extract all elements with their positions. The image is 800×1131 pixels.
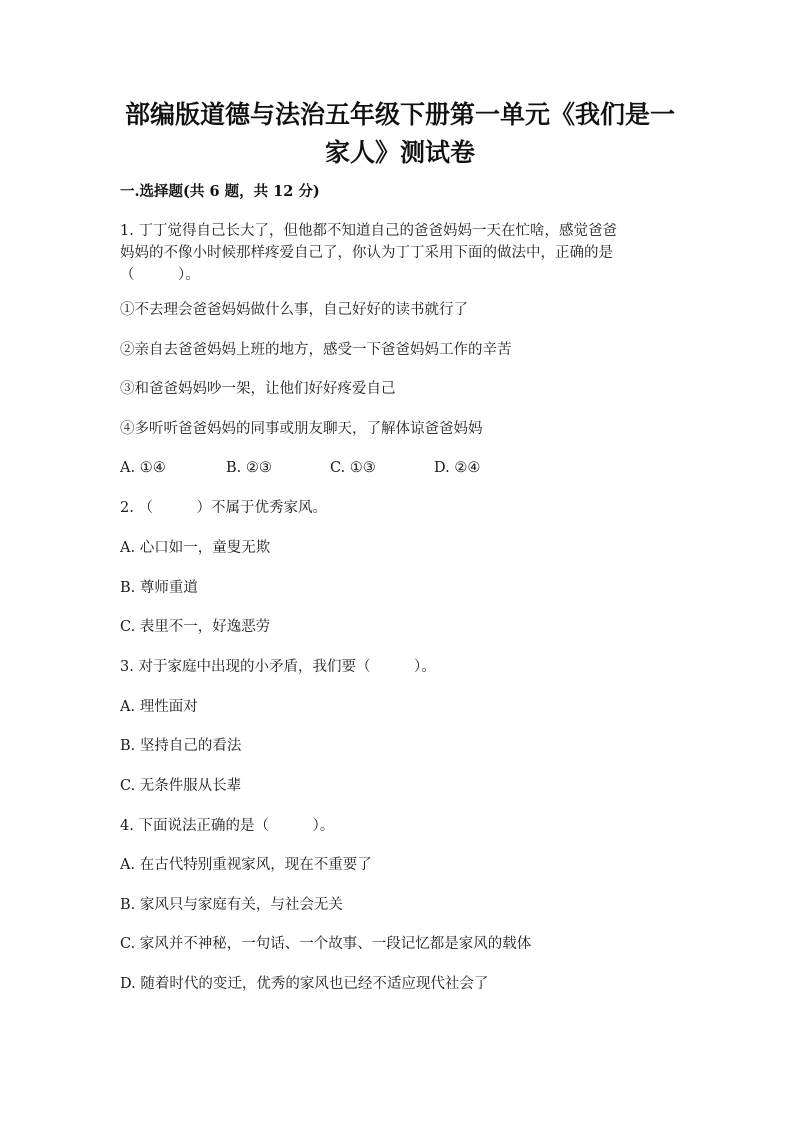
section-heading: 一.选择题(共 6 题，共 12 分): [120, 183, 320, 200]
question-3-option-b: B. 坚持自己的看法: [120, 738, 242, 754]
question-2-option-c: C. 表里不一，好逸恶劳: [120, 619, 271, 635]
question-1-option-a: A. ①④: [120, 460, 166, 476]
question-4-option-c: C. 家风并不神秘，一句话、一个故事、一段记忆都是家风的载体: [120, 936, 532, 952]
question-2-option-a: A. 心口如一，童叟无欺: [120, 540, 271, 556]
question-1-options: [120, 458, 620, 478]
question-1-option-c: C. ①③: [330, 460, 376, 476]
question-2-option-b: B. 尊师重道: [120, 580, 198, 596]
question-1-statement-2: ②亲自去爸爸妈妈上班的地方，感受一下爸爸妈妈工作的辛苦: [120, 342, 512, 358]
question-4-option-b: B. 家风只与家庭有关，与社会无关: [120, 897, 343, 913]
question-3-option-c: C. 无条件服从长辈: [120, 778, 242, 794]
question-2-stem: 2. （ ）不属于优秀家风。: [120, 500, 327, 516]
question-4-option-a: A. 在古代特别重视家风，现在不重要了: [120, 857, 372, 873]
question-1-option-b: B. ②③: [226, 460, 272, 476]
page-title-line-1: 部编版道德与法治五年级下册第一单元《我们是一: [124, 100, 675, 129]
question-1-stem-line-1: 1. 丁丁觉得自己长大了，但他都不知道自己的爸爸妈妈一天在忙啥，感觉爸爸: [120, 223, 617, 239]
question-1-statement-4: ④多听听爸爸妈妈的同事或朋友聊天，了解体谅爸爸妈妈: [120, 421, 483, 437]
page-title-line-2: 家人》测试卷: [324, 138, 475, 167]
question-3-stem: 3. 对于家庭中出现的小矛盾，我们要（ ）。: [120, 659, 436, 675]
question-4-option-d: D. 随着时代的变迁，优秀的家风也已经不适应现代社会了: [120, 976, 489, 992]
question-1-statement-1: ①不去理会爸爸妈妈做什么事，自己好好的读书就行了: [120, 302, 468, 318]
question-4-stem: 4. 下面说法正确的是（ ）。: [120, 818, 335, 834]
question-1-option-d: D. ②④: [434, 460, 481, 476]
question-1-statement-3: ③和爸爸妈妈吵一架，让他们好好疼爱自己: [120, 381, 396, 397]
question-1-stem-line-2: 妈妈的不像小时候那样疼爱自己了，你认为丁丁采用下面的做法中，正确的是: [120, 245, 613, 261]
question-3-option-a: A. 理性面对: [120, 699, 198, 715]
question-1-stem-line-3: （ ）。: [120, 267, 200, 283]
question-1-stem: [120, 220, 690, 286]
